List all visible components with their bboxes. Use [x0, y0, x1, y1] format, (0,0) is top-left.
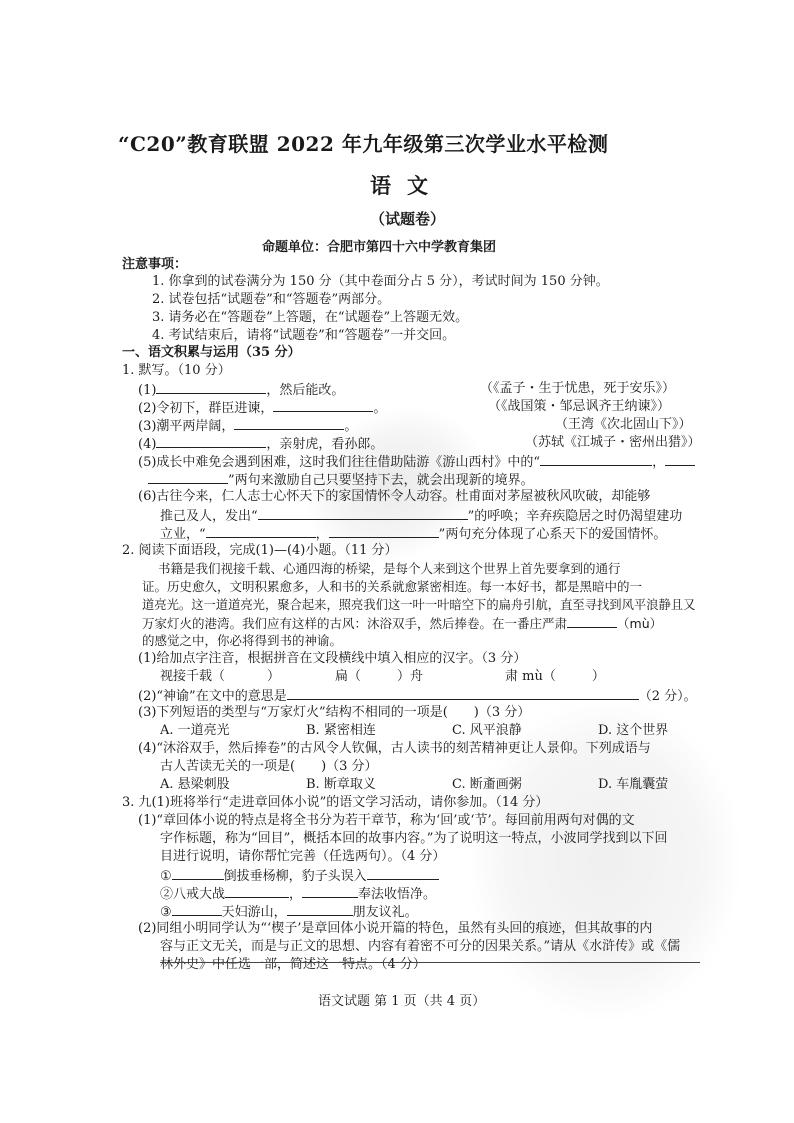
- answer-blank[interactable]: [172, 902, 222, 916]
- q2-option-d[interactable]: D. 车胤囊萤: [598, 777, 669, 792]
- q2-sub-1: (1)给加点字注音，根据拼音在文段横线中填入相应的汉字。（3 分）: [138, 651, 527, 666]
- answer-blank[interactable]: [148, 470, 228, 484]
- q3-hui-mu-1: ① 倒拔垂杨柳，豹子头误入: [160, 866, 439, 886]
- q1-line-1: (1) ，然后能改。: [138, 380, 344, 400]
- q3-sub-2b: 容与正文无关，而是与正文的思想、内容有着密不可分的因果关系。”请从《水浒传》或《儒: [160, 939, 681, 954]
- q3-sub-2a: (2)同组小明同学认为“‘楔子’是章回体小说开篇的特色，虽然有头回的痕迹，但其故事的内: [138, 921, 653, 936]
- q1-source-1: （《孟子・生于忧患，死于安乐》）: [480, 381, 676, 396]
- q2-option-a[interactable]: A. 悬梁刺股: [160, 777, 230, 792]
- q2-option-d[interactable]: D. 这个世界: [598, 723, 669, 738]
- note-item: 3. 请务必在“答题卷”上答题，在“试题卷”上答题无效。: [152, 310, 469, 325]
- q2-sub-1-blank-b: 扁（ ）舟: [335, 669, 424, 684]
- q2-passage-line: 证。历史愈久，文明积累愈多，人和书的关系就愈紧密相连。每一本好书，都是黑暗中的一: [142, 579, 643, 594]
- setting-unit: 命题单位：合肥市第四十六中学教育集团: [262, 240, 497, 255]
- answer-blank[interactable]: [273, 398, 373, 412]
- note-item: 2. 试卷包括“试题卷”和“答题卷”两部分。: [152, 292, 391, 307]
- q1-source-4: （苏轼《江城子・密州出猎》）: [525, 435, 701, 450]
- answer-blank[interactable]: [287, 902, 353, 916]
- section-heading: 一、语文积累与运用（35 分）: [122, 345, 301, 360]
- answer-blank[interactable]: [302, 884, 358, 898]
- q1-line-6b: 推己及人，发出“ ”的呼唤；辛弃疾隐居之时仍渴望建功: [160, 506, 682, 526]
- subject-title: 语文: [370, 173, 444, 198]
- q2-sub-2: (2)“神谕”在文中的意思是 （2 分）。: [138, 686, 697, 706]
- question-3-heading: 3. 九(1)班将举行“走进章回体小说”的语文学习活动，请你参加。（14 分）: [122, 795, 549, 810]
- answer-blank[interactable]: [329, 524, 439, 538]
- answer-blank[interactable]: [206, 524, 316, 538]
- q2-option-b[interactable]: B. 紧密相连: [306, 723, 376, 738]
- exam-title: “C20”教育联盟 2022 年九年级第三次学业水平检测: [118, 132, 609, 156]
- q3-sub-1a: (1)“章回体小说的特点是将全书分为若干章节，称为‘回’或‘节’。每回前用两句对偶的文: [138, 813, 635, 828]
- answer-blank[interactable]: [258, 506, 468, 520]
- answer-line[interactable]: [160, 962, 700, 963]
- q3-hui-mu-2: ②八戒大战 ， 奉法收悟净。: [160, 884, 436, 904]
- q2-passage-line: 万家灯火的港湾。我们应有这样的古风：沐浴双手，然后捧卷。在一番庄严肃 （mù）: [142, 616, 663, 631]
- answer-blank[interactable]: [156, 380, 266, 394]
- q1-source-2: （《战国策・邹忌讽齐王纳谏》）: [488, 399, 671, 414]
- q2-sub-1-blank-a: 视接千载（ ）: [160, 669, 281, 684]
- note-item: 4. 考试结束后，请将“试题卷”和“答题卷”一并交回。: [152, 328, 456, 343]
- answer-blank[interactable]: [225, 884, 289, 898]
- q1-line-4: (4) ，亲射虎，看孙郎。: [138, 434, 383, 454]
- q2-sub-3: (3)下列短语的类型与“万家灯火”结构不相同的一项是( )（3 分）: [138, 705, 531, 720]
- q3-sub-1c: 目进行说明，请你帮忙完善（任选两句）。（4 分）: [160, 849, 446, 864]
- q1-line-6c: 立业，“ ， ”两句充分体现了心系天下的爱国情怀。: [160, 524, 666, 544]
- answer-blank[interactable]: [234, 416, 344, 430]
- q2-passage-line: 道亮光。这一道道亮光，聚合起来，照亮我们这一叶一叶暗空下的扁舟引航，直至寻找到风平浪静且又: [142, 598, 696, 612]
- answer-blank[interactable]: [540, 452, 652, 466]
- q1-line-3: (3)潮平两岸阔， 。: [138, 416, 357, 436]
- answer-blank[interactable]: [367, 866, 439, 880]
- question-1-heading: 1. 默写。（10 分）: [122, 363, 231, 378]
- q1-line-6a: (6)古往今来，仁人志士心怀天下的家国情怀令人动容。杜甫面对茅屋被秋风吹破，却能够: [138, 489, 651, 504]
- q2-option-c[interactable]: C. 断齑画粥: [452, 777, 522, 792]
- q2-option-a[interactable]: A. 一道亮光: [160, 723, 230, 738]
- q2-option-b[interactable]: B. 断章取义: [306, 777, 376, 792]
- q2-sub-1-blank-c: 肃 mù（ ）: [505, 669, 605, 684]
- question-2-heading: 2. 阅读下面语段，完成(1)—(4)小题。（11 分）: [122, 543, 398, 558]
- q1-line-5b: ”两句来激励自己只要坚持下去，就会出现新的境界。: [148, 470, 534, 490]
- note-item: 1. 你拿到的试卷满分为 150 分（其中卷面分占 5 分），考试时间为 150 分钟。: [152, 274, 609, 289]
- q2-option-c[interactable]: C. 风平浪静: [452, 723, 522, 738]
- paper-type: （试题卷）: [370, 210, 446, 228]
- answer-blank[interactable]: [287, 686, 639, 700]
- answer-blank[interactable]: [665, 452, 695, 466]
- q3-sub-2c: 林外史》中任选一部，简述这一特点。（4 分）: [160, 957, 426, 972]
- notes-heading: 注意事项：: [122, 257, 188, 272]
- q1-line-2: (2)令初下，群臣进谏， 。: [138, 398, 386, 418]
- q2-sub-4b: 古人苦读无关的一项是( )（3 分）: [160, 759, 378, 774]
- q3-hui-mu-3: ③ 天妇游山， 朋友议礼。: [160, 902, 418, 922]
- q2-passage-line: 的感觉之中，你必将得到书的神谕。: [142, 633, 343, 648]
- q1-source-3: （王湾《次北固山下》）: [555, 417, 692, 432]
- page-footer: 语文试题 第 1 页（共 4 页）: [318, 994, 486, 1009]
- q1-line-5a: (5)成长中难免会遇到困难，这时我们往往借助陆游《游山西村》中的“ ，: [138, 452, 695, 472]
- q2-passage-line: 书籍是我们视接千载、心通四海的桥梁，是每个人来到这个世界上首先要拿到的通行: [158, 561, 621, 576]
- q2-sub-4: (4)“沐浴双手，然后捧卷”的古风令人钦佩，古人读书的刻苦精神更让人景仰。下列成语与: [138, 741, 651, 756]
- answer-blank[interactable]: [172, 866, 224, 880]
- q3-sub-1b: 字作标题，称为“回目”，概括本回的故事内容。”为了说明这一特点，小波同学找到以下回: [160, 831, 668, 846]
- answer-blank[interactable]: [156, 434, 266, 448]
- answer-blank[interactable]: [567, 614, 617, 628]
